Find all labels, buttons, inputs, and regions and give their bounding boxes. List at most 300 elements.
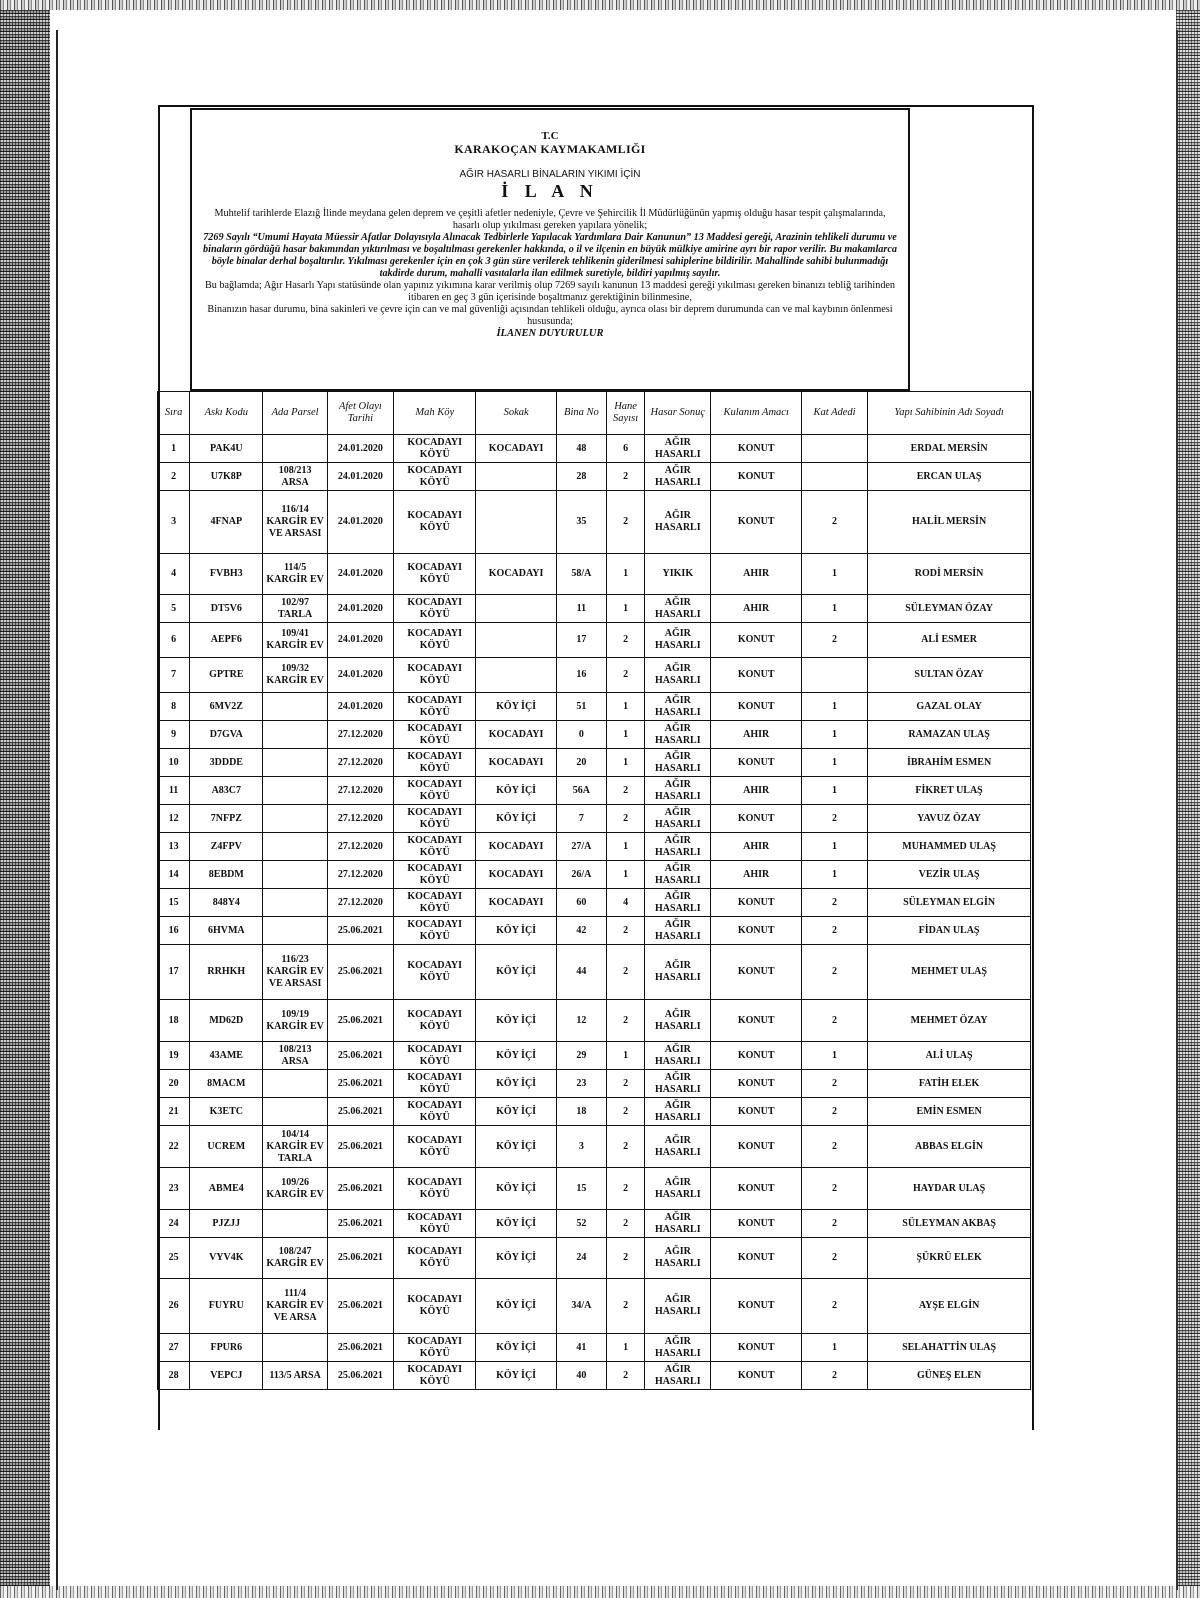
cell-no: 2 <box>158 463 190 491</box>
cell-street <box>476 463 556 491</box>
cell-street: KOCADAYI <box>476 721 556 749</box>
cell-damage: AĞIR HASARLI <box>645 805 711 833</box>
cell-parcel <box>263 1334 327 1362</box>
announcement-box <box>190 108 910 391</box>
cell-owner: HALİL MERSİN <box>868 491 1031 554</box>
cell-floors: 1 <box>801 1334 867 1362</box>
cell-date: 27.12.2020 <box>327 749 393 777</box>
page-edge-left <box>56 30 58 1590</box>
cell-parcel: 116/23 KARGİR EV VE ARSASI <box>263 945 327 1000</box>
cell-owner: FİKRET ULAŞ <box>868 777 1031 805</box>
cell-damage: AĞIR HASARLI <box>645 693 711 721</box>
cell-bina: 12 <box>556 1000 606 1042</box>
cell-use: KONUT <box>711 1279 801 1334</box>
cell-damage: AĞIR HASARLI <box>645 1070 711 1098</box>
cell-bina: 11 <box>556 595 606 623</box>
table-row <box>158 833 1031 861</box>
cell-street: KÖY İÇİ <box>476 777 556 805</box>
cell-bina: 29 <box>556 1042 606 1070</box>
cell-code: PAK4U <box>190 435 263 463</box>
cell-bina: 41 <box>556 1334 606 1362</box>
cell-damage: AĞIR HASARLI <box>645 658 711 693</box>
cell-parcel <box>263 749 327 777</box>
cell-code: 6MV2Z <box>190 693 263 721</box>
cell-date: 25.06.2021 <box>327 1168 393 1210</box>
cell-village: KOCADAYI KÖYÜ <box>394 435 476 463</box>
cell-use: KONUT <box>711 1070 801 1098</box>
cell-bina: 24 <box>556 1238 606 1279</box>
cell-damage: AĞIR HASARLI <box>645 1238 711 1279</box>
table-row <box>158 1279 1031 1334</box>
cell-bina: 58/A <box>556 554 606 595</box>
cell-village: KOCADAYI KÖYÜ <box>394 889 476 917</box>
cell-owner: MEHMET ÖZAY <box>868 1000 1031 1042</box>
cell-floors: 1 <box>801 554 867 595</box>
cell-street: KOCADAYI <box>476 554 556 595</box>
cell-parcel: 109/26 KARGİR EV <box>263 1168 327 1210</box>
cell-damage: AĞIR HASARLI <box>645 1334 711 1362</box>
cell-village: KOCADAYI KÖYÜ <box>394 623 476 658</box>
cell-no: 28 <box>158 1362 190 1390</box>
cell-no: 10 <box>158 749 190 777</box>
cell-owner: ABBAS ELGİN <box>868 1126 1031 1168</box>
cell-damage: AĞIR HASARLI <box>645 889 711 917</box>
cell-parcel <box>263 1210 327 1238</box>
cell-street <box>476 595 556 623</box>
cell-bina: 18 <box>556 1098 606 1126</box>
cell-date: 24.01.2020 <box>327 623 393 658</box>
cell-damage: AĞIR HASARLI <box>645 1210 711 1238</box>
paragraph-decision: Bu bağlamda; Ağır Hasarlı Yapı statüsünde olan yapınız yıkımına karar verilmiş olup 7269 sayılı kanunun 13 maddesi gereği yıkılması gereken binanızı tebliğ tarihinden itibaren en geç 3 gün içerisinde boşaltmanız gerektiğinin bilinmesine, <box>204 280 896 303</box>
cell-hane: 2 <box>607 1000 645 1042</box>
cell-no: 27 <box>158 1334 190 1362</box>
cell-hane: 1 <box>607 833 645 861</box>
cell-code: FVBH3 <box>190 554 263 595</box>
cell-village: KOCADAYI KÖYÜ <box>394 1168 476 1210</box>
table-row <box>158 1210 1031 1238</box>
cell-street: KÖY İÇİ <box>476 1279 556 1334</box>
cell-bina: 17 <box>556 623 606 658</box>
cell-no: 6 <box>158 623 190 658</box>
cell-owner: RAMAZAN ULAŞ <box>868 721 1031 749</box>
cell-damage: YIKIK <box>645 554 711 595</box>
table-row <box>158 1070 1031 1098</box>
cell-owner: RODİ MERSİN <box>868 554 1031 595</box>
cell-bina: 23 <box>556 1070 606 1098</box>
cell-date: 27.12.2020 <box>327 889 393 917</box>
cell-use: KONUT <box>711 945 801 1000</box>
cell-code: PJZJJ <box>190 1210 263 1238</box>
cell-date: 25.06.2021 <box>327 1210 393 1238</box>
cell-damage: AĞIR HASARLI <box>645 861 711 889</box>
table-row <box>158 658 1031 693</box>
cell-parcel <box>263 721 327 749</box>
cell-street: KÖY İÇİ <box>476 1098 556 1126</box>
cell-no: 9 <box>158 721 190 749</box>
cell-hane: 2 <box>607 1279 645 1334</box>
cell-parcel: 116/14 KARGİR EV VE ARSASI <box>263 491 327 554</box>
cell-damage: AĞIR HASARLI <box>645 435 711 463</box>
cell-code: Z4FPV <box>190 833 263 861</box>
table-row <box>158 721 1031 749</box>
cell-hane: 1 <box>607 554 645 595</box>
cell-no: 11 <box>158 777 190 805</box>
paragraph-law: 7269 Sayılı “Umumi Hayata Müessir Afatlar Dolayısıyla Alınacak Tedbirlerle Yapılacak Yardımlara Dair Kanunun” 13 Maddesi gereği, Arazinin tehlikeli durumu ve binaların gördüğü hasar bakımından yıktırılması ve boşaltılması gerekenler hakkında, o il ve ilçenin en büyük mülkiye amirine ayrı bir rapor verilir. Bu makamlarca böyle binalar derhal boşaltırılır. Yıkılması gerekenler için en çok 3 gün süre verilerek tehlikenin giderilmesi sahiplerine bildirilir. Mahallinde sahibi bulunmadığı takdirde durum, mahalli vasıtalarla ilan edilmek suretiyle, bildiri yapılmış sayılır. <box>203 232 897 279</box>
cell-date: 25.06.2021 <box>327 1070 393 1098</box>
cell-bina: 34/A <box>556 1279 606 1334</box>
cell-parcel <box>263 861 327 889</box>
cell-damage: AĞIR HASARLI <box>645 491 711 554</box>
cell-village: KOCADAYI KÖYÜ <box>394 833 476 861</box>
cell-hane: 1 <box>607 861 645 889</box>
cell-parcel: 108/247 KARGİR EV <box>263 1238 327 1279</box>
cell-date: 24.01.2020 <box>327 693 393 721</box>
header-cell: Kat Adedi <box>801 392 867 435</box>
cell-parcel <box>263 805 327 833</box>
cell-parcel <box>263 777 327 805</box>
table-row <box>158 917 1031 945</box>
scan-noise-top <box>0 0 1200 10</box>
cell-bina: 7 <box>556 805 606 833</box>
cell-floors: 2 <box>801 1000 867 1042</box>
table-row <box>158 945 1031 1000</box>
cell-floors: 1 <box>801 1042 867 1070</box>
header-cell: Afet Olayı Tarihi <box>327 392 393 435</box>
cell-damage: AĞIR HASARLI <box>645 1126 711 1168</box>
cell-code: A83C7 <box>190 777 263 805</box>
cell-bina: 28 <box>556 463 606 491</box>
table-row <box>158 889 1031 917</box>
table-row <box>158 1126 1031 1168</box>
cell-no: 16 <box>158 917 190 945</box>
cell-date: 24.01.2020 <box>327 463 393 491</box>
cell-owner: YAVUZ ÖZAY <box>868 805 1031 833</box>
cell-use: KONUT <box>711 658 801 693</box>
cell-no: 1 <box>158 435 190 463</box>
cell-parcel: 108/213 ARSA <box>263 1042 327 1070</box>
cell-street: KÖY İÇİ <box>476 1210 556 1238</box>
cell-owner: FİDAN ULAŞ <box>868 917 1031 945</box>
cell-floors: 2 <box>801 491 867 554</box>
cell-floors: 2 <box>801 1070 867 1098</box>
cell-date: 25.06.2021 <box>327 1238 393 1279</box>
cell-bina: 20 <box>556 749 606 777</box>
cell-damage: AĞIR HASARLI <box>645 721 711 749</box>
table-row <box>158 463 1031 491</box>
cell-no: 26 <box>158 1279 190 1334</box>
cell-parcel <box>263 435 327 463</box>
cell-bina: 35 <box>556 491 606 554</box>
cell-owner: SÜLEYMAN ÖZAY <box>868 595 1031 623</box>
cell-bina: 16 <box>556 658 606 693</box>
cell-floors: 2 <box>801 1210 867 1238</box>
cell-parcel: 108/213 ARSA <box>263 463 327 491</box>
cell-street: KOCADAYI <box>476 749 556 777</box>
cell-use: AHIR <box>711 777 801 805</box>
cell-village: KOCADAYI KÖYÜ <box>394 917 476 945</box>
table-row <box>158 554 1031 595</box>
cell-no: 7 <box>158 658 190 693</box>
cell-owner: SELAHATTİN ULAŞ <box>868 1334 1031 1362</box>
cell-damage: AĞIR HASARLI <box>645 1362 711 1390</box>
table-header-row <box>158 392 1031 435</box>
cell-floors: 2 <box>801 623 867 658</box>
cell-village: KOCADAYI KÖYÜ <box>394 777 476 805</box>
cell-hane: 1 <box>607 721 645 749</box>
cell-no: 25 <box>158 1238 190 1279</box>
cell-date: 24.01.2020 <box>327 658 393 693</box>
table-row <box>158 861 1031 889</box>
cell-code: 8EBDM <box>190 861 263 889</box>
authority-title: KARAKOÇAN KAYMAKAMLIĞI <box>454 142 646 156</box>
cell-no: 19 <box>158 1042 190 1070</box>
cell-bina: 40 <box>556 1362 606 1390</box>
cell-damage: AĞIR HASARLI <box>645 1279 711 1334</box>
cell-date: 25.06.2021 <box>327 945 393 1000</box>
cell-parcel: 109/19 KARGİR EV <box>263 1000 327 1042</box>
cell-parcel: 102/97 TARLA <box>263 595 327 623</box>
cell-village: KOCADAYI KÖYÜ <box>394 749 476 777</box>
table-row <box>158 1362 1031 1390</box>
cell-use: KONUT <box>711 917 801 945</box>
cell-parcel <box>263 833 327 861</box>
cell-hane: 2 <box>607 1210 645 1238</box>
cell-street: KOCADAYI <box>476 889 556 917</box>
cell-parcel <box>263 693 327 721</box>
cell-bina: 44 <box>556 945 606 1000</box>
cell-hane: 1 <box>607 1334 645 1362</box>
table-row <box>158 1168 1031 1210</box>
cell-street: KÖY İÇİ <box>476 1042 556 1070</box>
cell-street: KÖY İÇİ <box>476 1070 556 1098</box>
header-cell: Mah Köy <box>394 392 476 435</box>
cell-street: KOCADAYI <box>476 435 556 463</box>
cell-owner: SULTAN ÖZAY <box>868 658 1031 693</box>
cell-no: 5 <box>158 595 190 623</box>
cell-floors: 1 <box>801 721 867 749</box>
cell-code: RRHKH <box>190 945 263 1000</box>
cell-parcel: 109/41 KARGİR EV <box>263 623 327 658</box>
cell-use: KONUT <box>711 805 801 833</box>
cell-floors: 2 <box>801 1098 867 1126</box>
cell-owner: GÜNEŞ ELEN <box>868 1362 1031 1390</box>
cell-use: KONUT <box>711 889 801 917</box>
cell-village: KOCADAYI KÖYÜ <box>394 721 476 749</box>
cell-village: KOCADAYI KÖYÜ <box>394 945 476 1000</box>
cell-no: 3 <box>158 491 190 554</box>
cell-bina: 48 <box>556 435 606 463</box>
cell-date: 27.12.2020 <box>327 861 393 889</box>
cell-owner: MEHMET ULAŞ <box>868 945 1031 1000</box>
table-row <box>158 435 1031 463</box>
cell-no: 20 <box>158 1070 190 1098</box>
cell-floors <box>801 435 867 463</box>
table-row <box>158 623 1031 658</box>
cell-damage: AĞIR HASARLI <box>645 623 711 658</box>
cell-damage: AĞIR HASARLI <box>645 833 711 861</box>
damaged-buildings-table <box>157 391 1031 1390</box>
cell-damage: AĞIR HASARLI <box>645 1168 711 1210</box>
cell-hane: 1 <box>607 1042 645 1070</box>
cell-floors: 1 <box>801 861 867 889</box>
header-cell: Sokak <box>476 392 556 435</box>
cell-owner: ERDAL MERSİN <box>868 435 1031 463</box>
cell-hane: 2 <box>607 623 645 658</box>
table-row <box>158 1334 1031 1362</box>
cell-hane: 2 <box>607 917 645 945</box>
cell-street <box>476 623 556 658</box>
table-row <box>158 1238 1031 1279</box>
cell-no: 23 <box>158 1168 190 1210</box>
cell-hane: 2 <box>607 1238 645 1279</box>
cell-use: KONUT <box>711 1042 801 1070</box>
cell-code: UCREM <box>190 1126 263 1168</box>
cell-hane: 2 <box>607 1126 645 1168</box>
header-cell: Hane Sayısı <box>607 392 645 435</box>
cell-code: 8MACM <box>190 1070 263 1098</box>
cell-owner: SÜLEYMAN AKBAŞ <box>868 1210 1031 1238</box>
table-row <box>158 491 1031 554</box>
cell-date: 25.06.2021 <box>327 1000 393 1042</box>
cell-parcel: 109/32 KARGİR EV <box>263 658 327 693</box>
cell-parcel: 111/4 KARGİR EV VE ARSA <box>263 1279 327 1334</box>
cell-use: KONUT <box>711 1126 801 1168</box>
cell-parcel: 104/14 KARGİR EV TARLA <box>263 1126 327 1168</box>
cell-owner: GAZAL OLAY <box>868 693 1031 721</box>
table-row <box>158 777 1031 805</box>
tc-label: T.C <box>541 130 559 142</box>
paragraph-safety: Binanızın hasar durumu, bina sakinleri ve çevre için can ve mal güvenliği açısından tehlikeli olduğu, ayrıca olası bir deprem durumunda can ve mal kaybının önlenmesi hususunda; <box>207 304 893 327</box>
cell-parcel <box>263 1098 327 1126</box>
cell-owner: MUHAMMED ULAŞ <box>868 833 1031 861</box>
cell-damage: AĞIR HASARLI <box>645 1098 711 1126</box>
table-body <box>158 435 1031 1390</box>
cell-no: 14 <box>158 861 190 889</box>
cell-use: AHIR <box>711 554 801 595</box>
cell-street: KOCADAYI <box>476 861 556 889</box>
cell-floors: 2 <box>801 917 867 945</box>
cell-bina: 52 <box>556 1210 606 1238</box>
cell-bina: 0 <box>556 721 606 749</box>
cell-use: AHIR <box>711 833 801 861</box>
cell-village: KOCADAYI KÖYÜ <box>394 463 476 491</box>
cell-date: 27.12.2020 <box>327 777 393 805</box>
cell-village: KOCADAYI KÖYÜ <box>394 1098 476 1126</box>
header-cell: Sıra <box>158 392 190 435</box>
cell-village: KOCADAYI KÖYÜ <box>394 1042 476 1070</box>
cell-damage: AĞIR HASARLI <box>645 945 711 1000</box>
cell-parcel: 114/5 KARGİR EV <box>263 554 327 595</box>
header-cell: Bina No <box>556 392 606 435</box>
cell-floors: 2 <box>801 1279 867 1334</box>
cell-owner: İBRAHİM ESMEN <box>868 749 1031 777</box>
announcement-heading: İ L A N <box>501 181 599 201</box>
cell-no: 4 <box>158 554 190 595</box>
cell-hane: 6 <box>607 435 645 463</box>
cell-no: 22 <box>158 1126 190 1168</box>
table-row <box>158 1042 1031 1070</box>
cell-code: AEPF6 <box>190 623 263 658</box>
cell-hane: 2 <box>607 1362 645 1390</box>
cell-floors: 2 <box>801 1362 867 1390</box>
cell-code: 43AME <box>190 1042 263 1070</box>
cell-date: 24.01.2020 <box>327 491 393 554</box>
cell-floors: 1 <box>801 833 867 861</box>
cell-village: KOCADAYI KÖYÜ <box>394 1000 476 1042</box>
cell-use: KONUT <box>711 1098 801 1126</box>
scan-noise-left <box>0 0 50 1598</box>
announcement-body <box>192 208 908 340</box>
cell-parcel <box>263 889 327 917</box>
announcement-subtitle: AĞIR HASARLI BİNALARIN YIKIMI İÇİN <box>459 169 641 180</box>
cell-damage: AĞIR HASARLI <box>645 1000 711 1042</box>
cell-no: 17 <box>158 945 190 1000</box>
cell-code: MD62D <box>190 1000 263 1042</box>
cell-floors: 1 <box>801 595 867 623</box>
cell-no: 8 <box>158 693 190 721</box>
scan-noise-right <box>1176 0 1200 1598</box>
header-cell: Yapı Sahibinin Adı Soyadı <box>868 392 1031 435</box>
cell-street: KÖY İÇİ <box>476 1334 556 1362</box>
cell-no: 15 <box>158 889 190 917</box>
cell-damage: AĞIR HASARLI <box>645 749 711 777</box>
cell-code: 7NFPZ <box>190 805 263 833</box>
cell-village: KOCADAYI KÖYÜ <box>394 554 476 595</box>
cell-use: AHIR <box>711 861 801 889</box>
cell-no: 13 <box>158 833 190 861</box>
cell-bina: 26/A <box>556 861 606 889</box>
cell-damage: AĞIR HASARLI <box>645 463 711 491</box>
cell-hane: 2 <box>607 1098 645 1126</box>
cell-owner: VEZİR ULAŞ <box>868 861 1031 889</box>
cell-date: 25.06.2021 <box>327 1042 393 1070</box>
cell-village: KOCADAYI KÖYÜ <box>394 491 476 554</box>
cell-date: 27.12.2020 <box>327 721 393 749</box>
cell-street: KOCADAYI <box>476 833 556 861</box>
cell-floors: 2 <box>801 889 867 917</box>
cell-street: KÖY İÇİ <box>476 1000 556 1042</box>
cell-date: 24.01.2020 <box>327 595 393 623</box>
cell-code: GPTRE <box>190 658 263 693</box>
cell-floors: 1 <box>801 777 867 805</box>
cell-bina: 42 <box>556 917 606 945</box>
cell-no: 24 <box>158 1210 190 1238</box>
cell-owner: ALİ ULAŞ <box>868 1042 1031 1070</box>
page-edge-right <box>1176 30 1178 1590</box>
cell-village: KOCADAYI KÖYÜ <box>394 1070 476 1098</box>
cell-code: ABME4 <box>190 1168 263 1210</box>
cell-code: U7K8P <box>190 463 263 491</box>
cell-code: 6HVMA <box>190 917 263 945</box>
cell-floors: 2 <box>801 1126 867 1168</box>
cell-code: VYV4K <box>190 1238 263 1279</box>
cell-code: 848Y4 <box>190 889 263 917</box>
cell-use: AHIR <box>711 595 801 623</box>
table-row <box>158 693 1031 721</box>
cell-bina: 3 <box>556 1126 606 1168</box>
cell-floors: 2 <box>801 805 867 833</box>
cell-use: KONUT <box>711 1168 801 1210</box>
cell-code: DT5V6 <box>190 595 263 623</box>
cell-owner: EMİN ESMEN <box>868 1098 1031 1126</box>
cell-village: KOCADAYI KÖYÜ <box>394 693 476 721</box>
cell-village: KOCADAYI KÖYÜ <box>394 658 476 693</box>
cell-use: AHIR <box>711 721 801 749</box>
cell-village: KOCADAYI KÖYÜ <box>394 1362 476 1390</box>
cell-owner: HAYDAR ULAŞ <box>868 1168 1031 1210</box>
cell-damage: AĞIR HASARLI <box>645 1042 711 1070</box>
cell-village: KOCADAYI KÖYÜ <box>394 1210 476 1238</box>
